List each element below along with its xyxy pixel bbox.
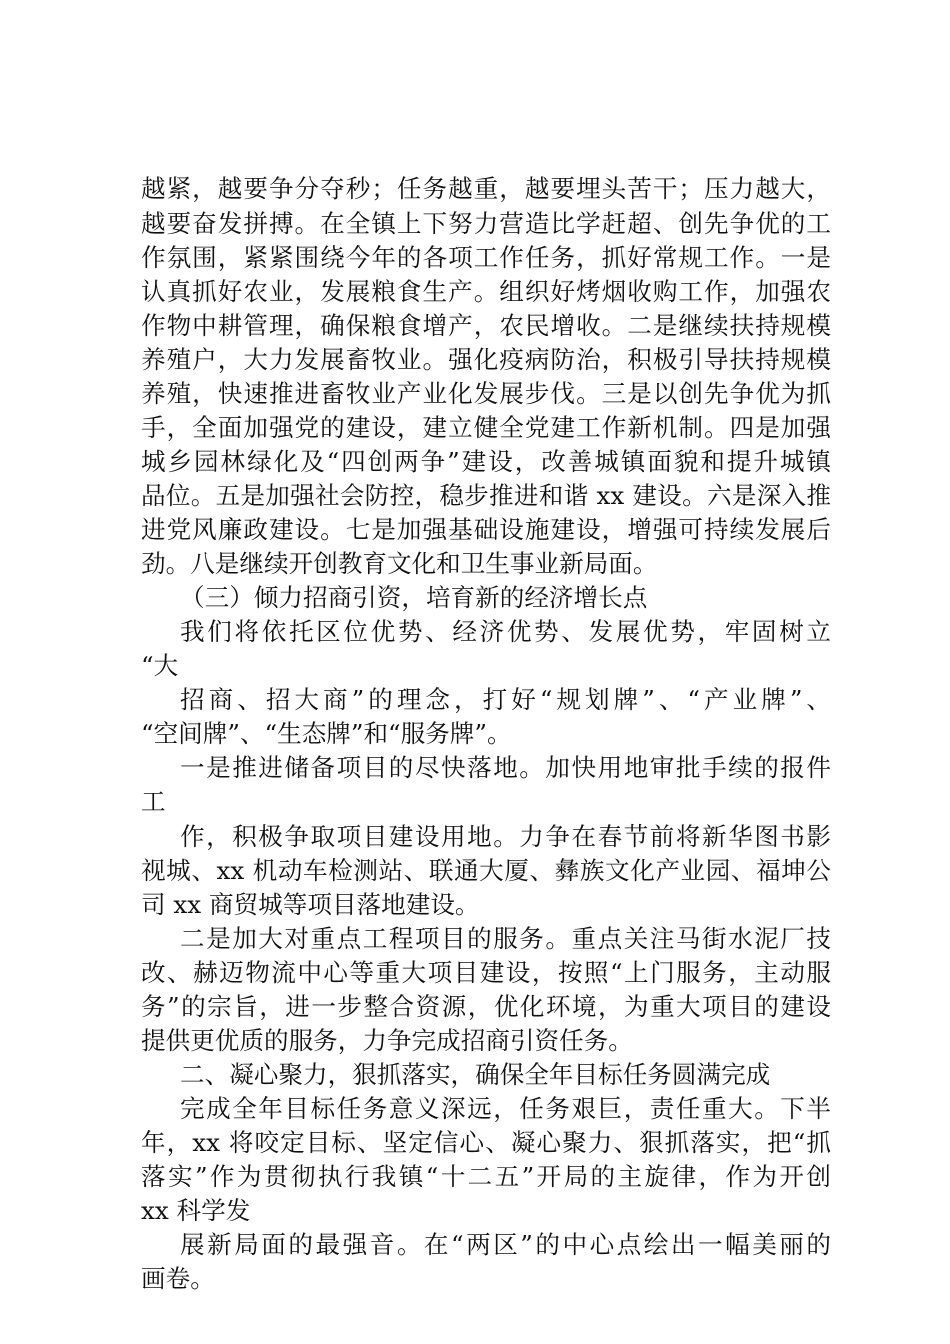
body-line: 一是推进储备项目的尽快落地。加快用地审批手续的报件 [180,753,831,782]
body-line: 提供更优质的服务，力争完成招商引资任务。 [141,1026,633,1055]
body-line: 落实”作为贯彻执行我镇“十二五”开局的主旋律，作为开创 [141,1162,831,1191]
body-line: 画卷。 [141,1264,215,1293]
body-line: 务”的宗旨，进一步整合资源，优化环境，为重大项目的建设 [141,992,831,1021]
body-line: 手，全面加强党的建设，建立健全党建工作新机制。四是加强 [141,413,831,442]
body-line: 养殖户，大力发展畜牧业。强化疫病防治，积极引导扶持规模 [141,345,831,374]
body-line: 城乡园林绿化及“四创两争”建设，改善城镇面貌和提升城镇 [141,447,831,476]
body-line: 二是加大对重点工程项目的服务。重点关注马街水泥厂技 [180,924,831,953]
body-line: 养殖，快速推进畜牧业产业化发展步伐。三是以创先争优为抓 [141,379,831,408]
body-line: 我们将依托区位优势、经济优势、发展优势，牢固树立 [180,617,831,646]
body-line: 改、赫迈物流中心等重大项目建设，按照“上门服务，主动服 [141,958,831,987]
body-line: 年，xx 将咬定目标、坚定信心、凝心聚力、狠抓落实，把“抓 [141,1128,831,1157]
body-line: 司 xx 商贸城等项目落地建设。 [141,890,480,919]
body-line: 越紧，越要争分夺秒；任务越重，越要埋头苦干；压力越大， [141,174,831,203]
body-line: “大 [141,651,179,680]
body-line: 认真抓好农业，发展粮食生产。组织好烤烟收购工作，加强农 [141,277,831,306]
body-line: 完成全年目标任务意义深远，任务艰巨，责任重大。下半 [180,1094,831,1123]
body-line: 招商、招大商”的理念，打好“规划牌”、“产业牌”、 [180,685,831,714]
body-line: 视城、xx 机动车检测站、联通大厦、彝族文化产业园、福坤公 [141,856,831,885]
body-line: 作氛围，紧紧围绕今年的各项工作任务，抓好常规工作。一是 [141,243,831,272]
body-line: “空间牌”、“生态牌”和“服务牌”。 [141,719,512,748]
body-line: 进党风廉政建设。七是加强基础设施建设，增强可持续发展后 [141,515,831,544]
body-line: 作，积极争取项目建设用地。力争在春节前将新华图书影 [180,822,831,851]
section-heading: （三）倾力招商引资，培育新的经济增长点 [180,583,648,612]
body-line: xx 科学发 [141,1196,251,1225]
body-line: 劲。八是继续开创教育文化和卫生事业新局面。 [141,549,658,578]
body-line: 品位。五是加强社会防控，稳步推进和谐 xx 建设。六是深入推 [141,481,831,510]
section-heading: 二、凝心聚力，狠抓落实，确保全年目标任务圆满完成 [180,1060,771,1089]
body-line: 作物中耕管理，确保粮食增产，农民增收。二是继续扶持规模 [141,311,831,340]
body-line: 越要奋发拼搏。在全镇上下努力营造比学赶超、创先争优的工 [141,209,831,238]
body-line: 展新局面的最强音。在“两区”的中心点绘出一幅美丽的 [180,1230,831,1259]
body-line: 工 [141,787,166,816]
